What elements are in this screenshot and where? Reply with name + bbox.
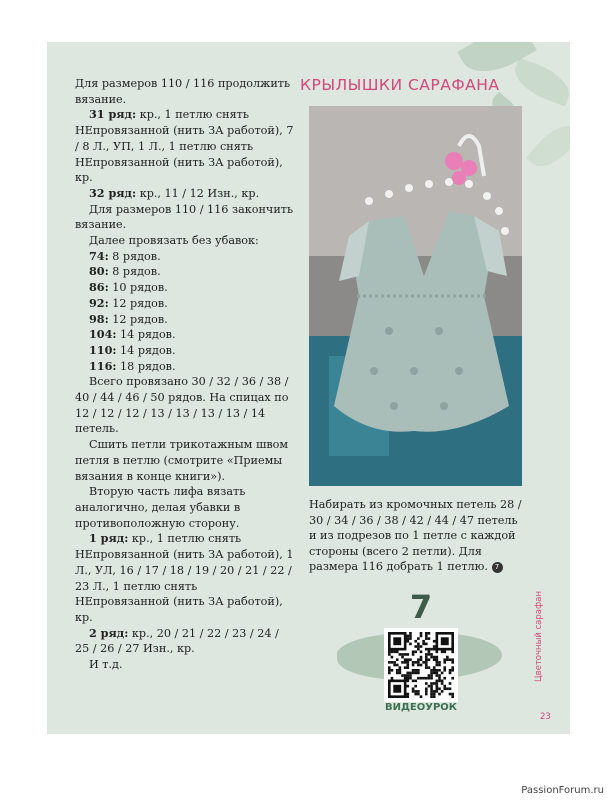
- row-label: 86:: [89, 280, 109, 295]
- instruction-paragraph: [75, 76, 295, 107]
- instruction-paragraph: [75, 312, 295, 328]
- instruction-paragraph: [75, 374, 295, 437]
- instruction-text: кр., 11 / 12 Изн., кр.: [136, 186, 260, 200]
- row-label: 92:: [89, 295, 109, 310]
- qr-code-icon: [388, 632, 454, 698]
- instruction-paragraph: [75, 186, 295, 202]
- row-label: 98:: [89, 311, 109, 326]
- instruction-text: Для размеров 110 / 116 закончить вязание.: [75, 202, 294, 232]
- instruction-paragraph: [75, 327, 295, 343]
- instruction-paragraph: [75, 626, 295, 657]
- instruction-paragraph: [75, 264, 295, 280]
- row-label: 110:: [89, 342, 117, 357]
- row-label: 1 ряд:: [89, 531, 129, 546]
- instruction-paragraph: [75, 107, 295, 186]
- section-title: КРЫЛЫШКИ САРАФАНА: [300, 76, 500, 94]
- instruction-text: Для размеров 110 / 116 продолжить вязание.: [75, 77, 291, 106]
- instruction-paragraph: [75, 531, 295, 625]
- instructions-column: [75, 76, 295, 673]
- instruction-paragraph: [75, 437, 295, 484]
- instruction-text: Далее провязать без убавок:: [89, 234, 259, 248]
- instruction-text: Вторую часть лифа вязать аналогично, делая убавки в противоположную сторону.: [75, 485, 246, 530]
- row-label: 80:: [89, 264, 109, 279]
- instruction-text: Сшить петли трикотажным швом петля в петлю (смотрите «Приемы вязания в конце книги»).: [75, 438, 289, 483]
- instruction-text: 8 рядов.: [108, 265, 161, 279]
- dress-photo: [309, 106, 522, 486]
- instruction-text: И т.д.: [89, 658, 123, 672]
- video-label: ВИДЕОУРОК: [385, 702, 457, 713]
- instruction-paragraph: [75, 249, 295, 265]
- instruction-text: 18 рядов.: [116, 359, 176, 373]
- watermark: PassionForum.ru: [521, 785, 604, 796]
- caption-marker-icon: 7: [492, 562, 503, 573]
- video-number: 7: [409, 588, 433, 626]
- instruction-text: кр., 20 / 21 / 22 / 23 / 24 / 25 / 26 / 27 Изн., кр.: [75, 626, 279, 656]
- qr-code[interactable]: [384, 628, 458, 702]
- instruction-paragraph: [75, 359, 295, 375]
- row-label: 32 ряд:: [89, 185, 137, 200]
- page-panel: [47, 42, 570, 734]
- instruction-text: кр., 1 петлю снять НЕпровязанной (нить ЗА работой), 1 Л., УЛ, 16 / 17 / 18 / 19 / 20 / 21 / 22 / 23 Л., 1 петлю снять НЕпровязанной (нить ЗА работой), кр.: [75, 532, 294, 624]
- leaf-decoration: [526, 116, 570, 176]
- instruction-text: Всего провязано 30 / 32 / 36 / 38 / 40 / 44 / 46 / 50 рядов. На спицах по 12 / 12 / 12 / 13 / 13 / 13 / 13 / 14 петель.: [75, 375, 289, 436]
- instruction-paragraph: [75, 233, 295, 249]
- instruction-paragraph: [75, 343, 295, 359]
- instruction-text: 14 рядов.: [116, 343, 176, 357]
- instruction-paragraph: [75, 280, 295, 296]
- instruction-text: кр., 1 петлю снять НЕпровязанной (нить ЗА работой), 7 / 8 Л., УП, 1 Л., 1 петлю снять НЕпровязанной (нить ЗА работой), кр.: [75, 108, 294, 185]
- row-label: 31 ряд:: [89, 107, 137, 122]
- instruction-text: 8 рядов.: [108, 249, 161, 263]
- instruction-paragraph: [75, 296, 295, 312]
- row-label: 74:: [89, 248, 109, 263]
- instruction-paragraph: [75, 484, 295, 531]
- side-running-title: Цветочный сарафан: [534, 590, 544, 682]
- caption-text: Набирать из кромочных петель 28 / 30 / 34 / 36 / 38 / 42 / 44 / 47 петель и из подрезов по 1 петле с каждой стороны (всего 2 петли). Для размера 116 добрать 1 петлю. 7: [309, 498, 522, 574]
- instruction-paragraph: [75, 657, 295, 673]
- instruction-paragraph: [75, 202, 295, 233]
- instruction-text: 14 рядов.: [116, 328, 176, 342]
- row-label: 2 ряд:: [89, 625, 129, 640]
- instruction-text: 10 рядов.: [108, 281, 168, 295]
- page-number: 23: [540, 712, 551, 722]
- row-label: 104:: [89, 327, 117, 342]
- row-label: 116:: [89, 358, 117, 373]
- instruction-text: 12 рядов.: [108, 296, 168, 310]
- instruction-text: 12 рядов.: [108, 312, 168, 326]
